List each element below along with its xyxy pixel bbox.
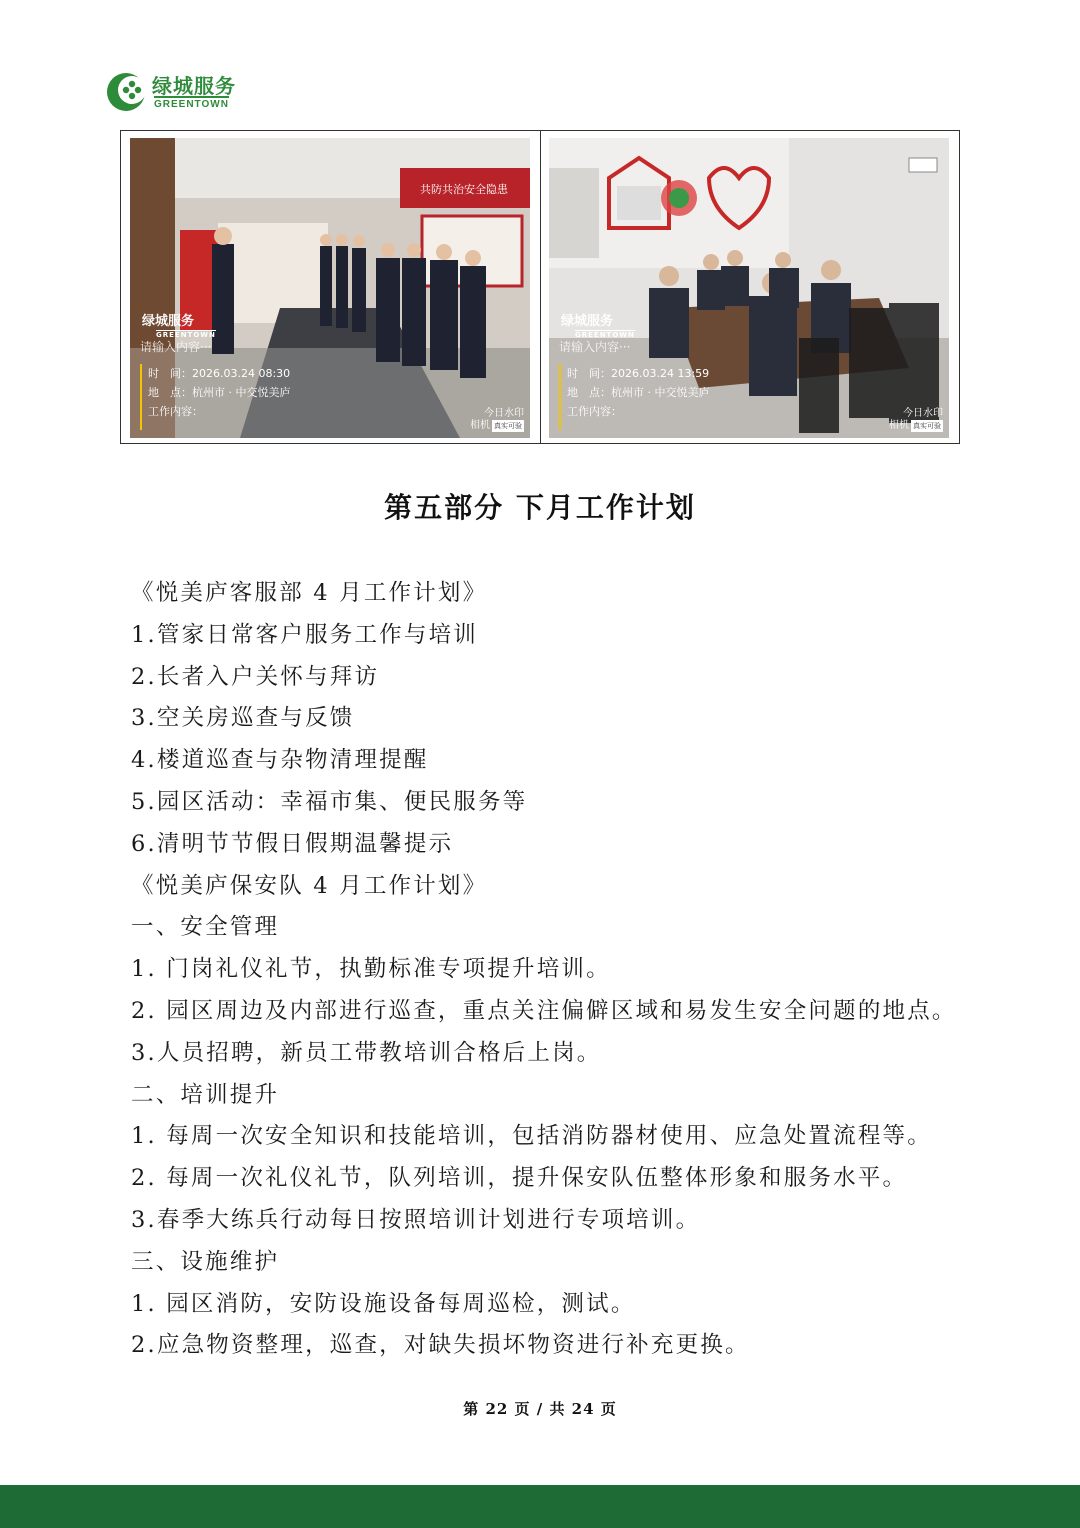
plan-line: 3.空关房巡查与反馈 <box>131 705 355 732</box>
place-label: 地 点： <box>567 386 611 399</box>
watermark-info <box>140 364 318 430</box>
watermark-logo-en: GREENTOWN <box>156 331 216 339</box>
plan-line: 一、安全管理 <box>131 914 280 941</box>
watermark-brand-tag: 真实可验 <box>494 422 522 430</box>
watermark-logo-text: 绿城服务 <box>142 314 195 329</box>
plan-line: 三、设施维护 <box>131 1248 280 1275</box>
watermark-brand-sub: 相机 <box>889 420 909 431</box>
watermark-input-hint: 请输入内容··· <box>559 340 631 354</box>
plan-line: 2.长者入户关怀与拜访 <box>131 663 380 690</box>
place-label: 地 点： <box>148 386 192 399</box>
watermark-brand <box>470 408 524 432</box>
plan-line: 3.春季大练兵行动每日按照培训计划进行专项培训。 <box>131 1206 701 1233</box>
watermark-brand-name: 今日水印 <box>903 408 943 419</box>
watermark-brand-sub: 相机 <box>470 420 490 431</box>
photo-frame <box>120 130 960 444</box>
plan-line: 5.园区活动：幸福市集、便民服务等 <box>131 788 528 815</box>
plan-line: 二、培训提升 <box>131 1081 280 1108</box>
greentown-logo <box>104 70 244 114</box>
logo-text-cn: 绿城服务 <box>152 74 236 98</box>
work-label: 工作内容： <box>148 405 203 418</box>
watermark-brand <box>889 408 943 432</box>
plan-line: 6.清明节节假日假期温馨提示 <box>131 830 454 857</box>
plan-line: 《悦美庐客服部 4 月工作计划》 <box>131 580 488 606</box>
plan-line: 2. 园区周边及内部进行巡查，重点关注偏僻区域和易发生安全问题的地点。 <box>131 997 957 1024</box>
banner-text: 共防共治安全隐患 <box>420 183 508 196</box>
watermark-logo-en: GREENTOWN <box>575 331 635 339</box>
plan-line: 《悦美庐保安队 4 月工作计划》 <box>131 872 488 899</box>
place-value: 杭州市 · 中交悦美庐 <box>192 386 291 399</box>
watermark-brand-name: 今日水印 <box>484 408 524 419</box>
page-number: 第 22 页 / 共 24 页 <box>463 1400 617 1418</box>
photo-meeting-room <box>549 138 949 438</box>
logo-text-en: GREENTOWN <box>154 96 229 110</box>
time-value: 2026.03.24 08:30 <box>192 367 291 380</box>
photo-divider <box>540 131 541 443</box>
time-label: 时 间： <box>567 367 611 380</box>
watermark-info <box>559 364 737 430</box>
plan-line: 1. 门岗礼仪礼节，执勤标准专项提升培训。 <box>131 956 611 983</box>
work-label: 工作内容： <box>567 405 622 418</box>
photo-lobby-lineup <box>130 138 530 438</box>
watermark-logo <box>142 310 216 339</box>
plan-content <box>131 573 1011 1367</box>
plan-line: 4.楼道巡查与杂物清理提醒 <box>131 747 429 774</box>
watermark-input-hint: 请输入内容··· <box>140 340 212 354</box>
place-value: 杭州市 · 中交悦美庐 <box>611 386 710 399</box>
plan-line: 2. 每周一次礼仪礼节，队列培训，提升保安队伍整体形象和服务水平。 <box>131 1165 908 1192</box>
time-label: 时 间： <box>148 367 192 380</box>
watermark-logo-text: 绿城服务 <box>561 314 614 329</box>
clover-logo-icon <box>104 70 148 114</box>
plan-line: 2.应急物资整理，巡查，对缺失损坏物资进行补充更换。 <box>131 1332 750 1359</box>
watermark-brand-tag: 真实可验 <box>913 422 941 430</box>
plan-line: 1. 园区消防，安防设施设备每周巡检，测试。 <box>131 1290 636 1317</box>
footer-bar <box>0 1485 1080 1528</box>
watermark-logo <box>561 310 635 339</box>
plan-line: 1. 每周一次安全知识和技能培训，包括消防器材使用、应急处置流程等。 <box>131 1123 932 1150</box>
section-title: 第五部分 下月工作计划 <box>384 491 696 524</box>
plan-line: 1.管家日常客户服务工作与培训 <box>131 621 478 648</box>
plan-line: 3.人员招聘，新员工带教培训合格后上岗。 <box>131 1039 602 1066</box>
time-value: 2026.03.24 13:59 <box>611 367 710 380</box>
